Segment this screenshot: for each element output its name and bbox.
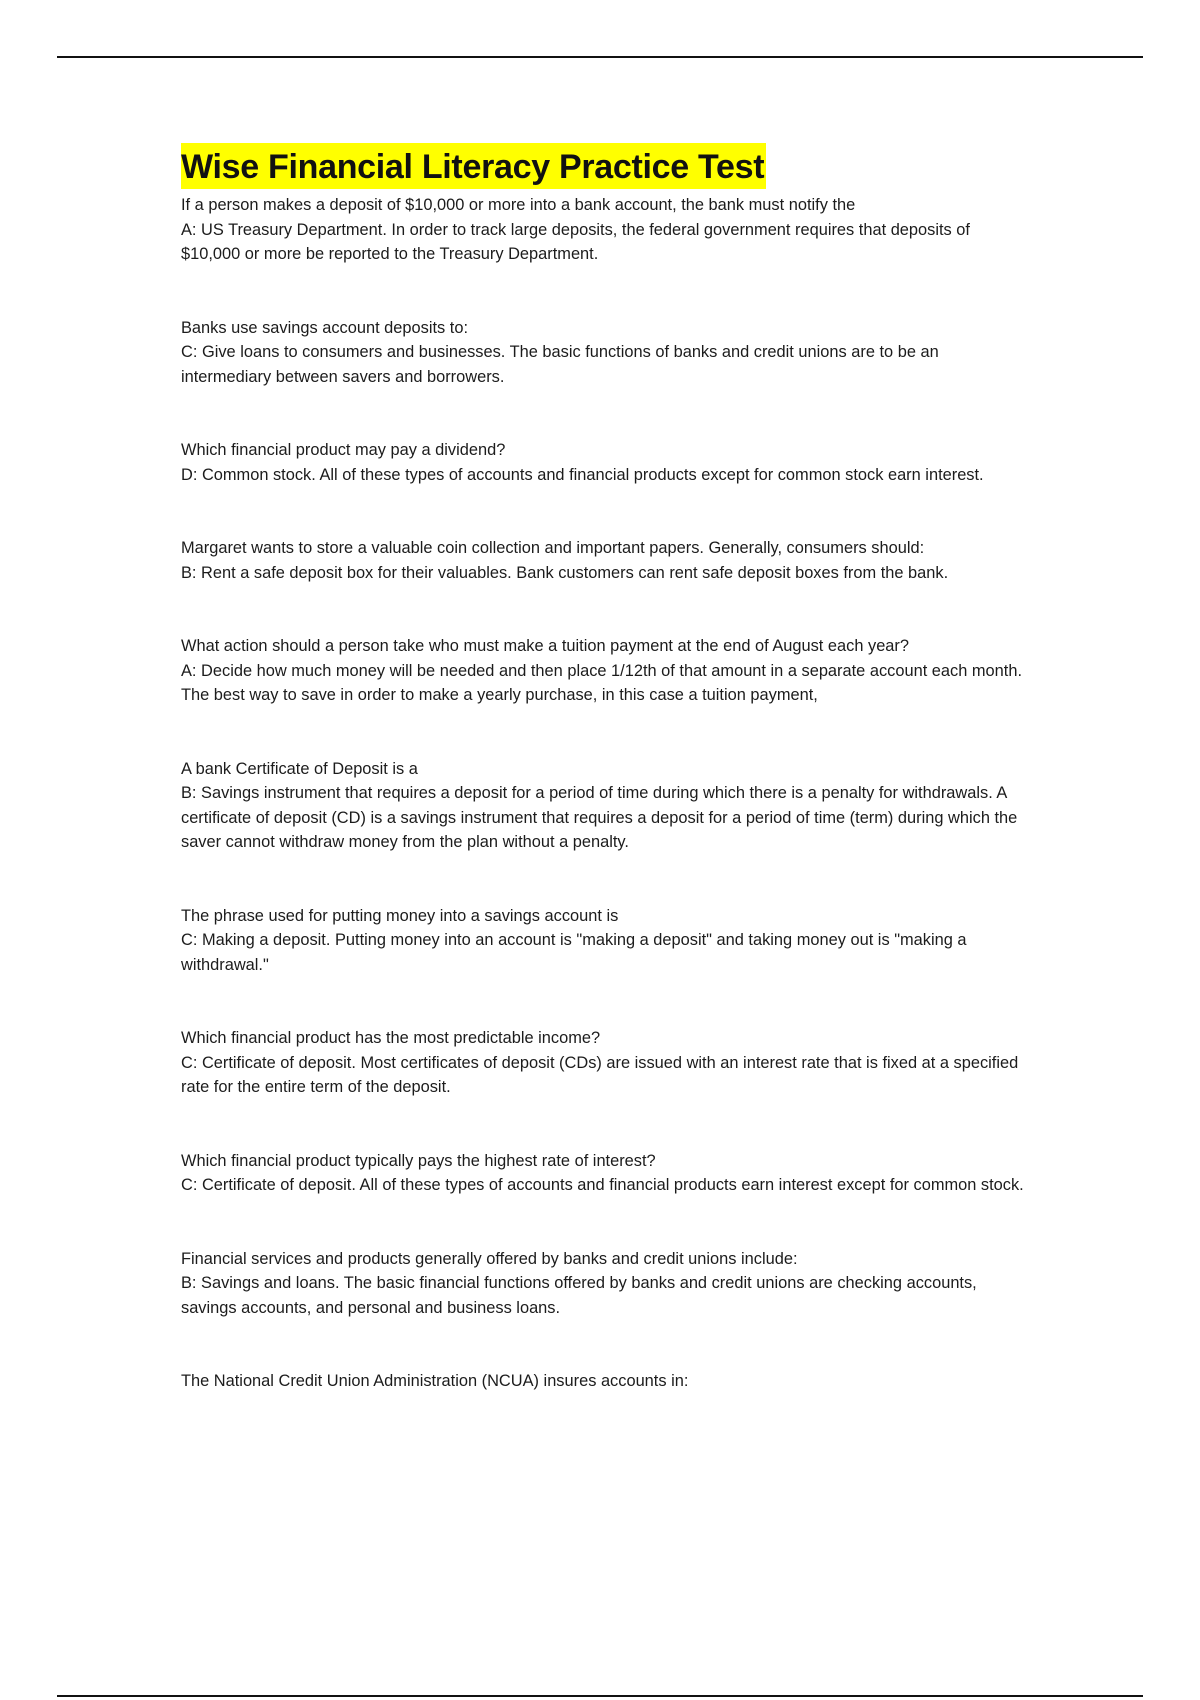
question-text: The phrase used for putting money into a savings account is [181, 906, 619, 925]
answer-text: D: Common stock. All of these types of accounts and financial products except for common stock earn interest. [181, 465, 984, 484]
answer-text: C: Certificate of deposit. All of these types of accounts and financial products earn interest except for common stock. [181, 1176, 1024, 1194]
question-text: Which financial product may pay a dividend? [181, 441, 506, 459]
question-text: Which financial product has the most predictable income? [181, 1029, 601, 1047]
answer-text: A: US Treasury Department. In order to track large deposits, the federal government requires that deposits of $10,000 or more be reported to the Treasury Department. [181, 220, 970, 263]
answer-text: B: Savings instrument that requires a deposit for a period of time during which there is a penalty for withdrawals. A certificate of deposit (CD) is a savings instrument that requires a deposit for a period of time (term) during which the saver cannot withdraw money from the plan without a penalty. [181, 784, 1018, 851]
question-text: Margaret wants to store a valuable coin collection and important papers. Generally, consumers should: [181, 539, 925, 557]
question-item [181, 1247, 1031, 1321]
answer-text: B: Rent a safe deposit box for their valuables. Bank customers can rent safe deposit boxes from the bank. [181, 563, 949, 582]
answer-text: A: Decide how much money will be needed and then place 1/12th of that amount in a separate account each month. The best way to save in order to make a yearly purchase, in this case a tuition payment, [181, 661, 1023, 704]
question-text: The National Credit Union Administration (NCUA) insures accounts in: [181, 1372, 689, 1390]
question-item [181, 316, 1031, 390]
question-item [181, 757, 1031, 855]
document-body [181, 143, 1031, 1394]
question-text: Banks use savings account deposits to: [181, 318, 469, 337]
question-text: Financial services and products generally offered by banks and credit unions include: [181, 1249, 798, 1268]
question-item [181, 1026, 1031, 1100]
question-text: What action should a person take who must make a tuition payment at the end of August each year? [181, 637, 909, 655]
question-item [181, 193, 1031, 267]
question-text: Which financial product typically pays the highest rate of interest? [181, 1151, 656, 1170]
answer-text: C: Give loans to consumers and businesses. The basic functions of banks and credit unions are to be an intermediary between savers and borrowers. [181, 343, 939, 386]
question-list [181, 193, 1031, 1394]
question-item [181, 438, 1031, 487]
question-text: A bank Certificate of Deposit is a [181, 759, 418, 778]
question-text: If a person makes a deposit of $10,000 or more into a bank account, the bank must notify the [181, 196, 856, 214]
top-divider [57, 56, 1143, 58]
question-item [181, 634, 1031, 708]
answer-text: C: Certificate of deposit. Most certificates of deposit (CDs) are issued with an interest rate that is fixed at a specified rate for the entire term of the deposit. [181, 1053, 1019, 1096]
page-title: Wise Financial Literacy Practice Test [181, 143, 766, 189]
question-item [181, 904, 1031, 978]
answer-text: B: Savings and loans. The basic financial functions offered by banks and credit unions are checking accounts, savings accounts, and personal and business loans. [181, 1274, 977, 1317]
question-item [181, 536, 1031, 585]
question-item [181, 1369, 1031, 1394]
question-item [181, 1149, 1031, 1198]
answer-text: C: Making a deposit. Putting money into an account is "making a deposit" and taking money out is "making a withdrawal." [181, 931, 967, 974]
bottom-divider [57, 1695, 1143, 1697]
